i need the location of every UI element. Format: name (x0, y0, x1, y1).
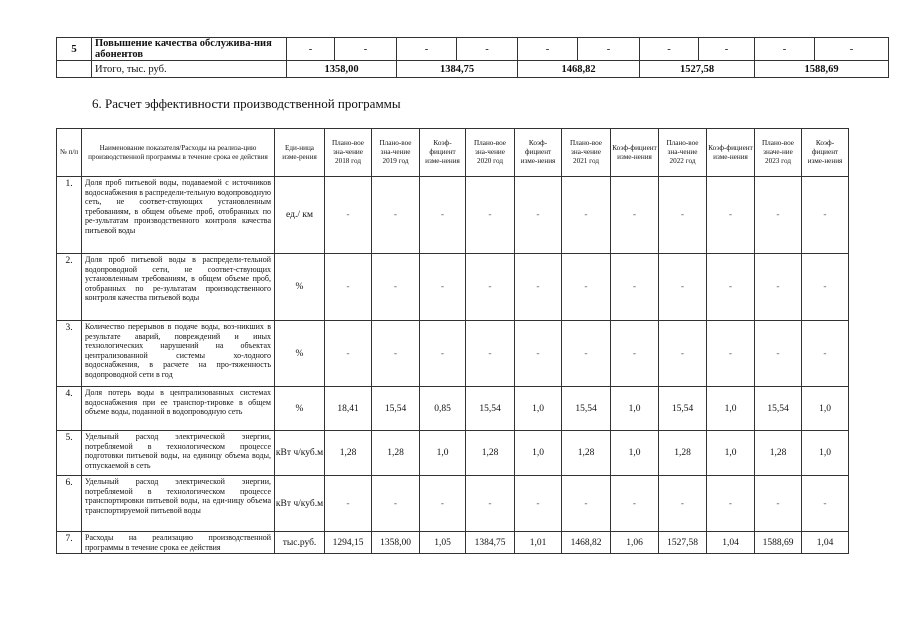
value-cell: - (420, 254, 466, 321)
value-cell: 1,04 (802, 532, 849, 554)
value-cell: 1384,75 (466, 532, 515, 554)
value-cell: 1,06 (611, 532, 659, 554)
value-cell: 1,28 (755, 431, 802, 476)
value-cell: - (659, 177, 707, 254)
row-number: 5. (57, 431, 82, 476)
header-coef-2020: Коэф-фициент изме-нения (515, 129, 562, 177)
indicator-description: Доля проб питьевой воды, подаваемой с источников водоснабжения в распредели-тельную водопроводную сеть, не соответ-ствующих установленным требованиям, в общем объеме проб, отобранных по ре-зультатам производственного контроля качества питьевой воды (82, 177, 275, 254)
value-cell: - (611, 321, 659, 387)
value-cell: - (325, 254, 372, 321)
value-cell: 1,28 (372, 431, 420, 476)
summary-cell: - (397, 38, 457, 61)
value-cell: 1,28 (325, 431, 372, 476)
value-cell: - (325, 177, 372, 254)
summary-cell: - (699, 38, 755, 61)
header-plan-2020: Плано-вое зна-чение 2020 год (466, 129, 515, 177)
value-cell: - (420, 177, 466, 254)
summary-row-number: 5 (57, 38, 92, 61)
header-plan-2018: Плано-вое зна-чение 2018 год (325, 129, 372, 177)
value-cell: 1527,58 (659, 532, 707, 554)
unit-cell: % (275, 321, 325, 387)
summary-cell: - (815, 38, 889, 61)
value-cell: - (707, 476, 755, 532)
value-cell: - (562, 254, 611, 321)
summary-total-value: 1527,58 (640, 61, 755, 78)
summary-total-label: Итого, тыс. руб. (92, 61, 287, 78)
value-cell: - (611, 177, 659, 254)
value-cell: - (755, 254, 802, 321)
value-cell: - (707, 321, 755, 387)
value-cell: 18,41 (325, 387, 372, 431)
value-cell: 1,01 (515, 532, 562, 554)
summary-total-value: 1468,82 (518, 61, 640, 78)
value-cell: - (659, 321, 707, 387)
value-cell: 15,54 (372, 387, 420, 431)
indicator-description: Доля проб питьевой воды в распредели-тельной водопроводной сети, не соответ-ствующих установленным требованиям, в общем объеме проб, отобранных по ре-зультатам производственного контроля качества питьевой воды (82, 254, 275, 321)
value-cell: 15,54 (466, 387, 515, 431)
summary-cell: - (755, 38, 815, 61)
unit-cell: тыс.руб. (275, 532, 325, 554)
value-cell: - (707, 254, 755, 321)
header-coef-2023: Коэф-фициент изме-нения (802, 129, 849, 177)
header-indicator-name: Наименование показателя/Расходы на реализа-цию производственной программы в течение срока ее действия (82, 129, 275, 177)
header-unit: Еди-ница изме-рения (275, 129, 325, 177)
value-cell: - (802, 476, 849, 532)
row-number: 3. (57, 321, 82, 387)
value-cell: - (372, 254, 420, 321)
value-cell: 1,28 (659, 431, 707, 476)
value-cell: - (611, 476, 659, 532)
efficiency-table (56, 128, 849, 554)
row-number: 4. (57, 387, 82, 431)
table-row (57, 254, 849, 321)
value-cell: 1294,15 (325, 532, 372, 554)
summary-total-value: 1384,75 (397, 61, 518, 78)
summary-table (56, 37, 889, 78)
value-cell: - (755, 177, 802, 254)
indicator-description: Расходы на реализацию производственной программы в течение срока ее действия (82, 532, 275, 554)
value-cell: - (707, 177, 755, 254)
value-cell: - (802, 254, 849, 321)
value-cell: 1,0 (802, 387, 849, 431)
summary-row-name: Повышение качества обслужива-ния абонентов (92, 38, 287, 61)
value-cell: - (372, 177, 420, 254)
row-number: 2. (57, 254, 82, 321)
header-coef-2022: Коэф-фициент изме-нения (707, 129, 755, 177)
header-coef-2019: Коэф-фициент изме-нения (420, 129, 466, 177)
value-cell: 15,54 (562, 387, 611, 431)
value-cell: - (755, 476, 802, 532)
value-cell: 1,28 (466, 431, 515, 476)
table-row (57, 431, 849, 476)
value-cell: 1,28 (562, 431, 611, 476)
value-cell: - (659, 254, 707, 321)
header-plan-2022: Плано-вое зна-чение 2022 год (659, 129, 707, 177)
indicator-description: Количество перерывов в подаче воды, воз-никших в результате аварий, повреждений и иных технологических нарушений на объектах централизованной системы хо-лодного водоснабжения, в расчете на про-тяженность водопроводной сети в год (82, 321, 275, 387)
table-row (57, 387, 849, 431)
value-cell: - (420, 321, 466, 387)
header-plan-2023: Плано-вое значе-ние 2023 год (755, 129, 802, 177)
table-header-row (57, 129, 849, 177)
row-number: 6. (57, 476, 82, 532)
indicator-description: Доля потерь воды в централизованных системах водоснабжения при ее транспор-тировке в общем объеме воды, поданной в водопроводную сеть (82, 387, 275, 431)
table-row (57, 321, 849, 387)
value-cell: 1,0 (515, 431, 562, 476)
header-plan-2021: Плано-вое зна-чение 2021 год (562, 129, 611, 177)
row-number: 7. (57, 532, 82, 554)
value-cell: - (466, 476, 515, 532)
summary-cell: - (640, 38, 699, 61)
value-cell: - (466, 177, 515, 254)
table-row (57, 476, 849, 532)
value-cell: 1,0 (707, 431, 755, 476)
value-cell: 1,0 (420, 431, 466, 476)
value-cell: - (515, 476, 562, 532)
value-cell: 1358,00 (372, 532, 420, 554)
indicator-description: Удельный расход электрической энергии, потребляемой в технологическом процессе транспортировки питьевой воды, на еди-ницу объема транспортируемой питьевой воды (82, 476, 275, 532)
unit-cell: ед./ км (275, 177, 325, 254)
value-cell: - (515, 321, 562, 387)
unit-cell: кВт ч/куб.м (275, 476, 325, 532)
value-cell: - (325, 476, 372, 532)
header-coef-2021: Коэф-фициент изме-нения (611, 129, 659, 177)
row-number: 1. (57, 177, 82, 254)
header-number: № п/п (57, 129, 82, 177)
summary-cell: - (287, 38, 335, 61)
value-cell: - (562, 321, 611, 387)
header-plan-2019: Плано-вое зна-чение 2019 год (372, 129, 420, 177)
value-cell: 1,04 (707, 532, 755, 554)
summary-cell: - (335, 38, 397, 61)
indicator-description: Удельный расход электрической энергии, потребляемой в технологическом процессе подготовки питьевой воды, на единицу объема воды, отпускаемой в сеть (82, 431, 275, 476)
value-cell: - (325, 321, 372, 387)
value-cell: 15,54 (659, 387, 707, 431)
value-cell: 1,0 (515, 387, 562, 431)
summary-total-row (57, 61, 889, 78)
unit-cell: % (275, 387, 325, 431)
value-cell: - (802, 321, 849, 387)
unit-cell: % (275, 254, 325, 321)
value-cell: - (802, 177, 849, 254)
summary-total-value: 1588,69 (755, 61, 889, 78)
value-cell: 1,0 (707, 387, 755, 431)
value-cell: 1,0 (611, 387, 659, 431)
value-cell: - (466, 321, 515, 387)
value-cell: - (562, 177, 611, 254)
summary-cell: - (457, 38, 518, 61)
value-cell: 15,54 (755, 387, 802, 431)
value-cell: - (372, 476, 420, 532)
value-cell: 1,0 (611, 431, 659, 476)
value-cell: - (420, 476, 466, 532)
table-row (57, 177, 849, 254)
value-cell: 1588,69 (755, 532, 802, 554)
unit-cell: кВт ч/куб.м (275, 431, 325, 476)
value-cell: - (611, 254, 659, 321)
table-row (57, 532, 849, 554)
summary-total-value: 1358,00 (287, 61, 397, 78)
summary-row-5 (57, 38, 889, 61)
value-cell: - (755, 321, 802, 387)
value-cell: - (372, 321, 420, 387)
value-cell: 0,85 (420, 387, 466, 431)
value-cell: - (466, 254, 515, 321)
value-cell: - (659, 476, 707, 532)
value-cell: 1,05 (420, 532, 466, 554)
summary-cell: - (518, 38, 578, 61)
value-cell: - (515, 177, 562, 254)
value-cell: - (515, 254, 562, 321)
summary-total-empty (57, 61, 92, 78)
value-cell: 1468,82 (562, 532, 611, 554)
summary-cell: - (578, 38, 640, 61)
value-cell: - (562, 476, 611, 532)
section-title: 6. Расчет эффективности производственной программы (92, 96, 401, 111)
value-cell: 1,0 (802, 431, 849, 476)
